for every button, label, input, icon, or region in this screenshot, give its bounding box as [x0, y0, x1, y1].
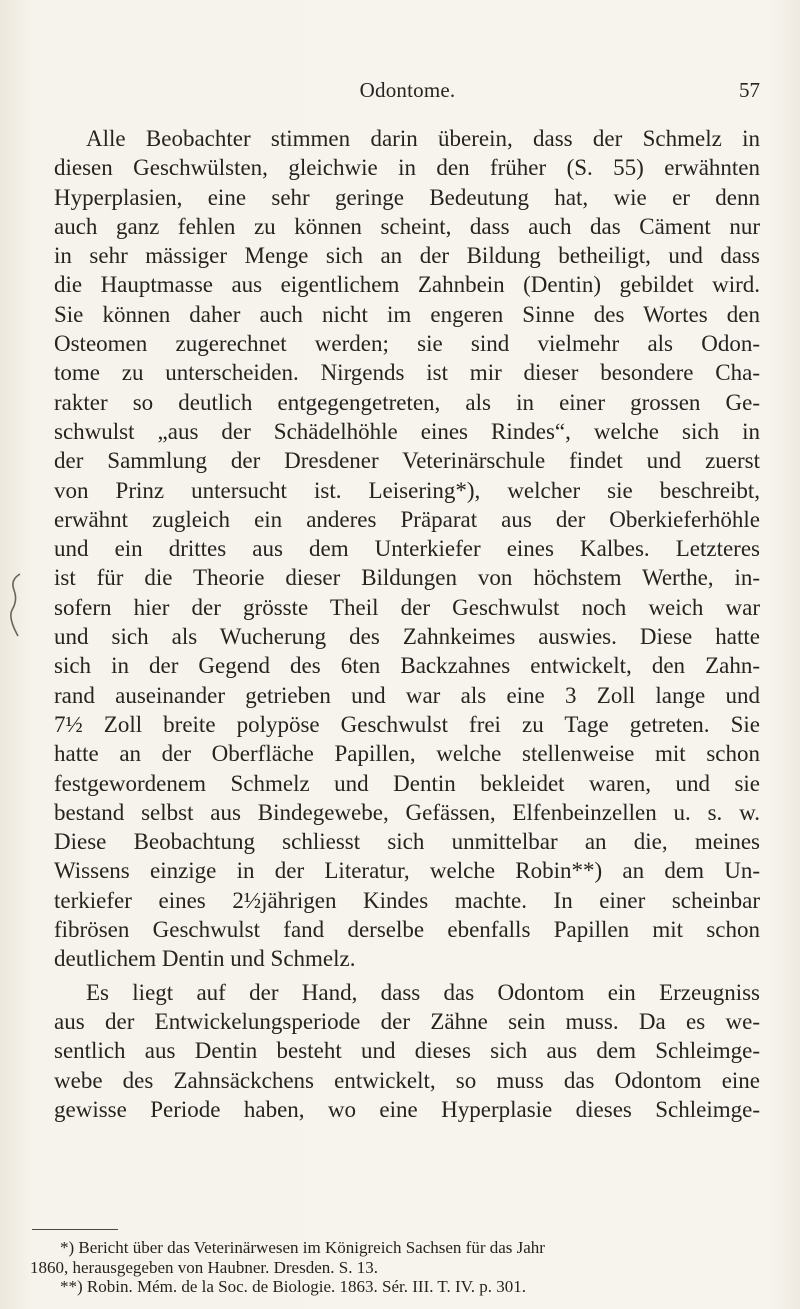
footnote-rule	[32, 1229, 118, 1230]
text-line: Alle Beobachter stimmen darin überein, dass der Schmelz in	[86, 126, 760, 151]
text-line: tome zu unterscheiden. Nirgends ist mir dieser besondere Cha-	[54, 360, 760, 386]
text-line: 7½ Zoll breite polypöse Geschwulst frei zu Tage getreten. Sie	[54, 711, 760, 737]
text-line: fibrösen Geschwulst fand derselbe ebenfalls Papillen mit schon	[54, 917, 760, 943]
text-line: Es liegt auf der Hand, dass das Odontom ein Erzeugniss	[86, 979, 760, 1005]
text-line: der Sammlung der Dresdener Veterinärschule findet und zuerst	[54, 448, 760, 474]
text-line: festgewordenem Schmelz und Dentin bekleidet waren, und sie	[54, 770, 760, 796]
text-line: in sehr mässiger Menge sich an der Bildung betheiligt, und dass	[54, 243, 760, 269]
text-line: rakter so deutlich entgegengetreten, als in einer grossen Ge-	[54, 389, 760, 415]
text-line: Wissens einzige in der Literatur, welche Robin**) an dem Un-	[54, 858, 760, 884]
text-line: diesen Geschwülsten, gleichwie in den früher (S. 55) erwähnten	[54, 155, 760, 181]
text-line: die Hauptmasse aus eigentlichem Zahnbein (Dentin) gebildet wird.	[54, 272, 760, 298]
text-line: und ein drittes aus dem Unterkiefer eines Kalbes. Letzteres	[54, 536, 760, 562]
text-line: bestand selbst aus Bindegewebe, Gefässen, Elfenbeinzellen u. s. w.	[54, 799, 760, 825]
text-line: hatte an der Oberfläche Papillen, welche stellenweise mit schon	[54, 741, 760, 767]
text-line: sich in der Gegend des 6ten Backzahnes entwickelt, den Zahn-	[54, 653, 760, 679]
text-line: rand auseinander getrieben und war als eine 3 Zoll lange und	[54, 682, 760, 708]
running-title: Odontome.	[359, 78, 456, 102]
footnotes	[30, 1238, 760, 1297]
text-line: Osteomen zugerechnet werden; sie sind vielmehr als Odon-	[54, 331, 760, 357]
text-line: Sie können daher auch nicht im engeren Sinne des Wortes den	[54, 301, 760, 327]
margin-bracket-mark	[6, 570, 26, 640]
footnote-line: 1860, herausgegeben von Haubner. Dresden. S. 13.	[30, 1257, 378, 1277]
text-line: aus der Entwickelungsperiode der Zähne sein muss. Da es we-	[54, 1008, 760, 1034]
text-line: Diese Beobachtung schliesst sich unmittelbar an die, meines	[54, 829, 760, 855]
text-line: von Prinz untersucht ist. Leisering*), welcher sie beschreibt,	[54, 477, 760, 503]
text-line: und sich als Wucherung des Zahnkeimes auswies. Diese hatte	[54, 624, 760, 650]
text-line: schwulst „aus der Schädelhöhle eines Rindes“, welche sich in	[54, 418, 760, 444]
footnote-line: **) Robin. Mém. de la Soc. de Biologie. 1863. Sér. III. T. IV. p. 301.	[60, 1277, 527, 1296]
text-line: sofern hier der grösste Theil der Geschwulst noch weich war	[54, 594, 760, 620]
text-line: webe des Zahnsäckchens entwickelt, so muss das Odontom eine	[54, 1067, 760, 1093]
text-line: Hyperplasien, eine sehr geringe Bedeutung hat, wie er denn	[54, 184, 760, 210]
body-text	[54, 124, 760, 1124]
text-line: gewisse Periode haben, wo eine Hyperplasie dieses Schleimge-	[54, 1096, 760, 1122]
text-line: erwähnt zugleich ein anderes Präparat aus der Oberkieferhöhle	[54, 506, 760, 532]
page-header	[55, 78, 760, 106]
text-line: sentlich aus Dentin besteht und dieses sich aus dem Schleimge-	[54, 1038, 760, 1064]
footnote-line: *) Bericht über das Veterinärwesen im Königreich Sachsen für das Jahr	[60, 1238, 545, 1257]
text-line: ist für die Theorie dieser Bildungen von höchstem Werthe, in-	[54, 565, 760, 591]
text-line: deutlichem Dentin und Schmelz.	[54, 946, 356, 972]
text-line: auch ganz fehlen zu können scheint, dass auch das Cäment nur	[54, 213, 760, 239]
text-line: terkiefer eines 2½jährigen Kindes machte. In einer scheinbar	[54, 887, 760, 913]
page-number: 57	[739, 78, 760, 102]
